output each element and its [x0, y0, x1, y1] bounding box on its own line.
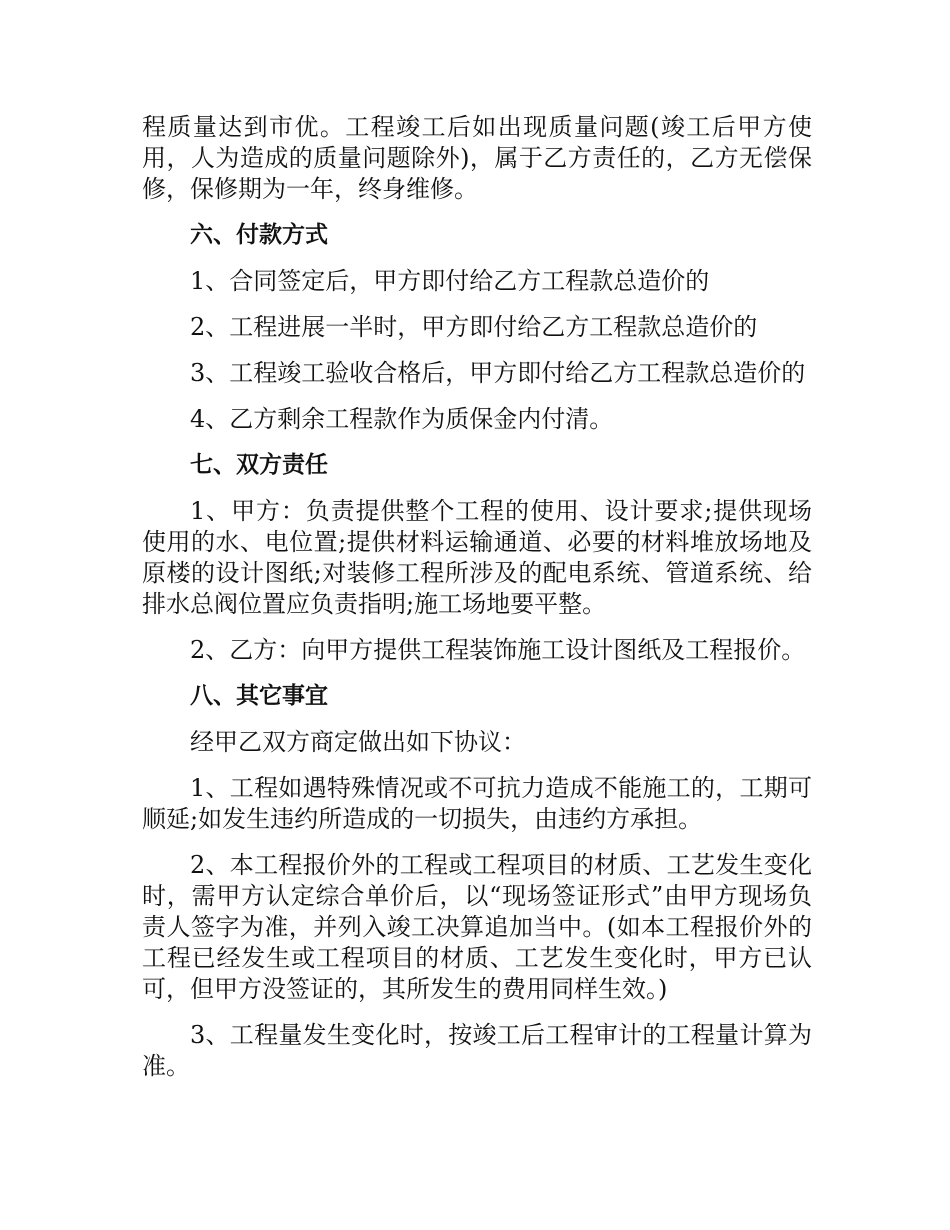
document-page	[142, 112, 812, 1097]
paragraph-agreement-intro: 经甲乙双方商定做出如下协议：	[190, 728, 526, 756]
paragraph-party-b-responsibility: 2、乙方：向甲方提供工程装饰施工设计图纸及工程报价。	[190, 636, 806, 664]
paragraph-party-a-responsibility: 1、甲方：负责提供整个工程的使用、设计要求;提供现场使用的水、电位置;提供材料运输通道、必要的材料堆放场地及原楼的设计图纸;对装修工程所涉及的配电系统、管道系统、给排水总阀位置应负责指明;施工场地要平整。	[142, 497, 812, 618]
section-heading-payment: 六、付款方式	[190, 222, 328, 248]
paragraph-quality-warranty: 程质量达到市优。工程竣工后如出现质量问题(竣工后甲方使用，人为造成的质量问题除外)，属于乙方责任的，乙方无偿保修，保修期为一年，终身维修。	[142, 113, 812, 203]
paragraph-payment-4: 4、乙方剩余工程款作为质保金内付清。	[190, 405, 614, 433]
paragraph-payment-1: 1、合同签定后，甲方即付给乙方工程款总造价的	[190, 267, 710, 295]
paragraph-payment-3: 3、工程竣工验收合格后，甲方即付给乙方工程款总造价的	[190, 359, 806, 387]
paragraph-other-1: 1、工程如遇特殊情况或不可抗力造成不能施工的，工期可顺延;如发生违约所造成的一切损失，由违约方承担。	[142, 774, 812, 833]
paragraph-payment-2: 2、工程进展一半时，甲方即付给乙方工程款总造价的	[190, 313, 758, 341]
section-heading-other-matters: 八、其它事宜	[190, 683, 328, 709]
paragraph-other-2: 2、本工程报价外的工程或工程项目的材质、工艺发生变化时，需甲方认定综合单价后，以“现场签证形式”由甲方现场负责人签字为准，并列入竣工决算追加当中。(如本工程报价外的工程已经发生或工程项目的材质、工艺发生变化时，甲方已认可，但甲方没签证的，其所发生的费用同样生效。)	[142, 851, 812, 1003]
section-heading-responsibilities: 七、双方责任	[190, 452, 328, 478]
paragraph-other-3: 3、工程量发生变化时，按竣工后工程审计的工程量计算为准。	[142, 1021, 812, 1080]
